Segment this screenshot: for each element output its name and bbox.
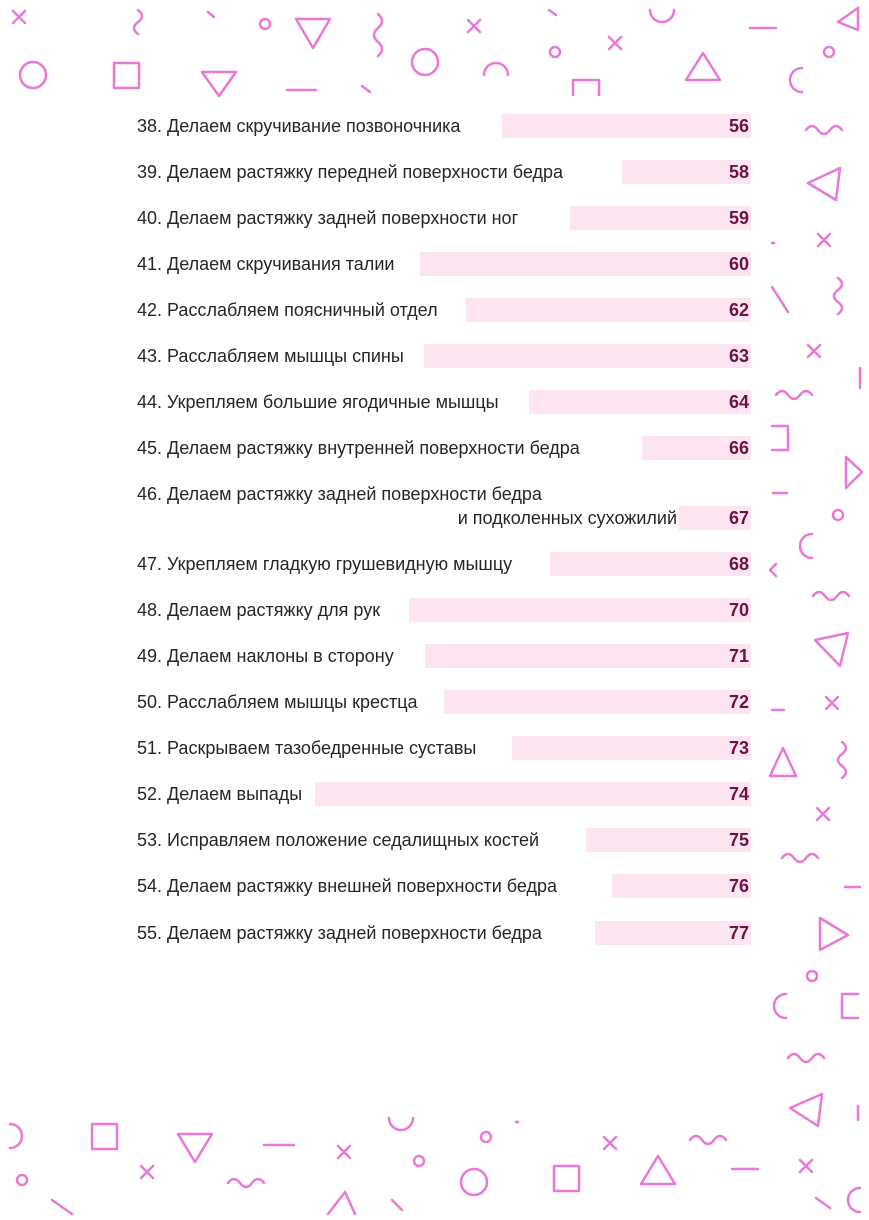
toc-entry-title: 42. Расслабляем поясничный отдел bbox=[137, 300, 438, 320]
toc-entry[interactable] bbox=[137, 114, 751, 138]
toc-entry-title: 50. Расслабляем мышцы крестца bbox=[137, 692, 418, 712]
leader-bar bbox=[512, 736, 751, 760]
leader-bar bbox=[444, 690, 751, 714]
toc-entry-page-number: 56 bbox=[728, 116, 749, 136]
leader-bar bbox=[586, 828, 751, 852]
toc-entry-title: 38. Делаем скручивание позвоночника bbox=[137, 116, 461, 136]
toc-entry-title: 46. Делаем растяжку задней поверхности бедра bbox=[137, 484, 542, 504]
toc-entry[interactable] bbox=[137, 690, 751, 714]
toc-entry[interactable] bbox=[137, 921, 751, 945]
toc-entry[interactable] bbox=[137, 552, 751, 576]
leader-bar bbox=[529, 390, 751, 414]
leader-bar bbox=[570, 206, 751, 230]
toc-entry-page-number: 63 bbox=[728, 346, 749, 366]
toc-entry[interactable] bbox=[137, 828, 751, 852]
toc-entry[interactable] bbox=[137, 736, 751, 760]
toc-entry-title: 39. Делаем растяжку передней поверхности бедра bbox=[137, 162, 563, 182]
toc-entry-title: 53. Исправляем положение седалищных костей bbox=[137, 830, 540, 850]
leader-bar bbox=[315, 782, 751, 806]
toc-entry-page-number: 66 bbox=[728, 438, 749, 458]
leader-bar bbox=[424, 344, 751, 368]
toc-entry-page-number: 73 bbox=[728, 738, 749, 758]
toc-entry-title: 45. Делаем растяжку внутренней поверхности бедра bbox=[137, 438, 580, 458]
toc-entry-page-number: 59 bbox=[728, 208, 749, 228]
toc-entry[interactable] bbox=[137, 436, 751, 460]
leader-bar bbox=[425, 644, 751, 668]
toc-entry[interactable] bbox=[137, 298, 751, 322]
toc-entry-title-continued: и подколенных сухожилий bbox=[457, 508, 677, 528]
toc-entry-title: 44. Укрепляем большие ягодичные мышцы bbox=[137, 392, 499, 412]
toc-entry-page-number: 77 bbox=[728, 923, 749, 943]
toc-entry-title: 40. Делаем растяжку задней поверхности ног bbox=[137, 208, 519, 228]
toc-entry-title: 51. Раскрываем тазобедренные суставы bbox=[137, 738, 477, 758]
toc-entry-title: 54. Делаем растяжку внешней поверхности бедра bbox=[137, 876, 558, 896]
toc-entry[interactable] bbox=[137, 644, 751, 668]
toc-entry[interactable] bbox=[137, 160, 751, 184]
toc-entry-page-number: 62 bbox=[728, 300, 749, 320]
toc-entry-page-number: 60 bbox=[728, 254, 749, 274]
toc-entry-title: 49. Делаем наклоны в сторону bbox=[137, 646, 394, 666]
leader-bar bbox=[420, 252, 751, 276]
toc-entry-page-number: 58 bbox=[728, 162, 749, 182]
leader-bar bbox=[595, 921, 751, 945]
leader-bar bbox=[502, 114, 751, 138]
toc-entry-title: 47. Укрепляем гладкую грушевидную мышцу bbox=[137, 554, 513, 574]
toc-entry[interactable] bbox=[137, 252, 751, 276]
toc-entry-title: 41. Делаем скручивания талии bbox=[137, 254, 395, 274]
toc-entry-title: 55. Делаем растяжку задней поверхности бедра bbox=[137, 923, 542, 943]
toc-entry-page-number: 75 bbox=[728, 830, 749, 850]
toc-entry[interactable] bbox=[137, 484, 751, 530]
toc-entry[interactable] bbox=[137, 344, 751, 368]
toc-entry[interactable] bbox=[137, 782, 751, 806]
toc-entry-page-number: 67 bbox=[728, 508, 749, 528]
toc-entry[interactable] bbox=[137, 206, 751, 230]
leader-bar bbox=[466, 298, 751, 322]
toc-entry[interactable] bbox=[137, 598, 751, 622]
toc-entry[interactable] bbox=[137, 874, 751, 898]
toc-entry-title: 43. Расслабляем мышцы спины bbox=[137, 346, 404, 366]
toc-entry-page-number: 64 bbox=[728, 392, 749, 412]
toc-entry[interactable] bbox=[137, 390, 751, 414]
toc-entry-page-number: 70 bbox=[728, 600, 749, 620]
toc-entry-page-number: 76 bbox=[728, 876, 749, 896]
leader-bar bbox=[409, 598, 751, 622]
toc-entry-title: 48. Делаем растяжку для рук bbox=[137, 600, 381, 620]
toc-entry-page-number: 71 bbox=[728, 646, 749, 666]
leader-bar bbox=[550, 552, 751, 576]
toc-entry-page-number: 74 bbox=[728, 784, 749, 804]
toc-entry-page-number: 68 bbox=[728, 554, 749, 574]
toc-entry-title: 52. Делаем выпады bbox=[137, 784, 303, 804]
toc-entry-page-number: 72 bbox=[728, 692, 749, 712]
